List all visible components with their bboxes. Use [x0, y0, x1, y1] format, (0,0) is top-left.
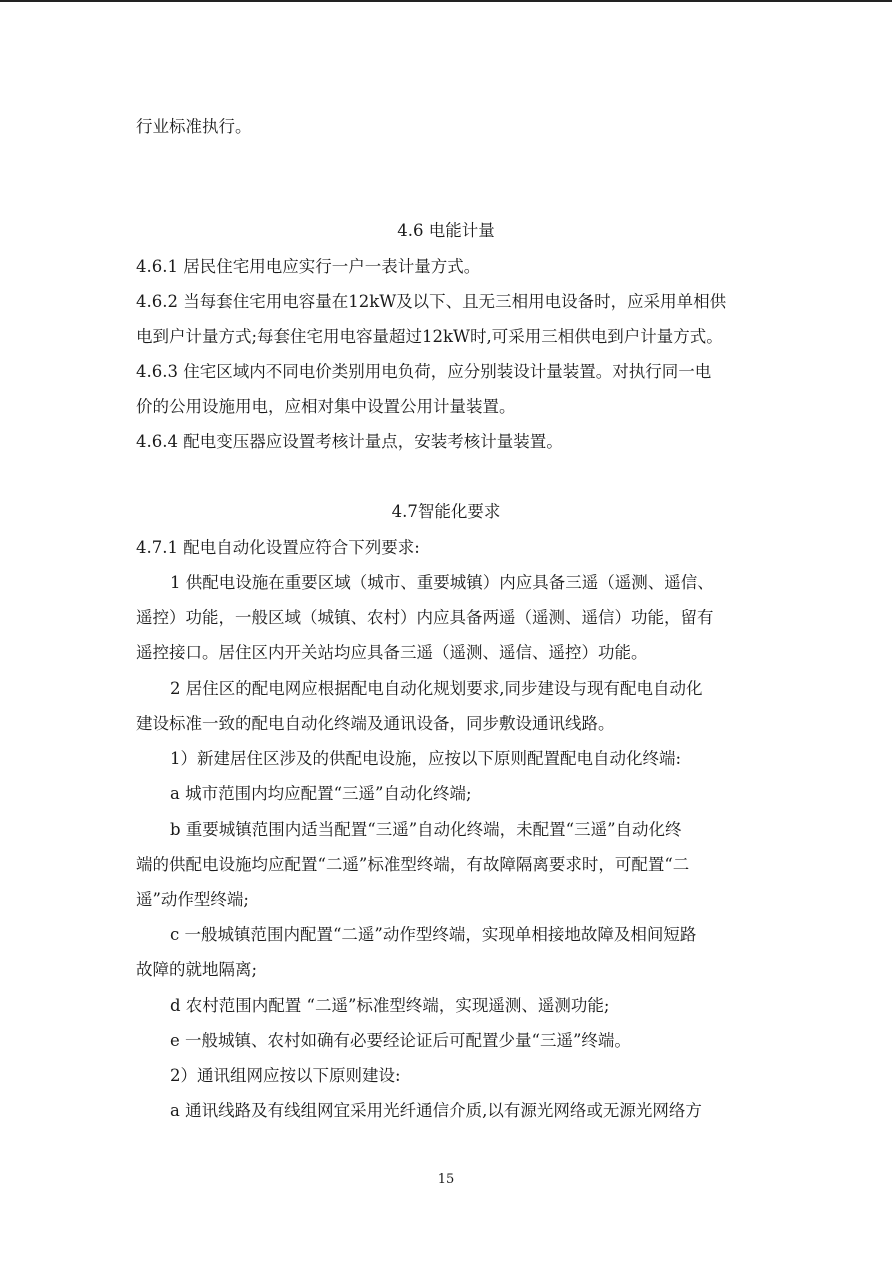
section-heading-4-6: 4.6 电能计量 [397, 221, 495, 240]
clause-4-6-4: 4.6.4 配电变压器应设置考核计量点，安装考核计量装置。 [136, 432, 563, 451]
text-line: 故障的就地隔离; [136, 960, 258, 979]
sub-item-d: d 农村范围内配置 “二遥”标准型终端，实现遥测、遥测功能; [170, 996, 610, 1015]
top-border-line [0, 0, 892, 2]
sub-item-a: a 城市范围内均应配置“三遥”自动化终端; [170, 784, 472, 803]
text-line: 建设标准一致的配电自动化终端及通讯设备，同步敷设通讯线路。 [136, 714, 615, 733]
text-line: 遥”动作型终端; [136, 890, 249, 909]
sub-item-b: b 重要城镇范围内适当配置“三遥”自动化终端，未配置“三遥”自动化终 [170, 820, 682, 839]
page-number: 15 [437, 1172, 455, 1187]
section-heading-4-7: 4.7智能化要求 [391, 502, 501, 521]
clause-4-6-1: 4.6.1 居民住宅用电应实行一户一表计量方式。 [136, 257, 481, 276]
clause-4-6-3: 4.6.3 住宅区域内不同电价类别用电负荷，应分别装设计量装置。对执行同一电 [136, 362, 712, 381]
sub-item-e: e 一般城镇、农村如确有必要经论证后可配置少量“三遥”终端。 [170, 1031, 631, 1050]
text-line: 端的供配电设施均应配置“二遥”标准型终端，有故障隔离要求时，可配置“二 [136, 855, 690, 874]
text-line: 行业标准执行。 [136, 117, 252, 136]
clause-4-7-1: 4.7.1 配电自动化设置应符合下列要求: [136, 538, 420, 557]
sub-item-2: 2）通讯组网应按以下原则建设: [170, 1066, 401, 1085]
text-line: 遥控接口。居住区内开关站均应具备三遥（遥测、遥信、遥控）功能。 [136, 643, 648, 662]
sub-item-c: c 一般城镇范围内配置“二遥”动作型终端，实现单相接地故障及相间短路 [170, 925, 697, 944]
sub-item-1: 1）新建居住区涉及的供配电设施，应按以下原则配置配电自动化终端: [170, 749, 682, 768]
text-line: 遥控）功能，一般区域（城镇、农村）内应具备两遥（遥测、遥信）功能，留有 [136, 608, 714, 627]
clause-4-6-2: 4.6.2 当每套住宅用电容量在12kW及以下、且无三相用电设备时，应采用单相供 [136, 292, 727, 311]
item-2: 2 居住区的配电网应根据配电自动化规划要求,同步建设与现有配电自动化 [170, 679, 703, 698]
item-1: 1 供配电设施在重要区域（城市、重要城镇）内应具备三遥（遥测、遥信、 [170, 573, 714, 592]
text-line: 电到户计量方式;每套住宅用电容量超过12kW时,可采用三相供电到户计量方式。 [136, 327, 723, 346]
text-line: 价的公用设施用电，应相对集中设置公用计量装置。 [136, 397, 516, 416]
sub-item-a-network: a 通讯线路及有线组网宜采用光纤通信介质,以有源光网络或无源光网络方 [170, 1101, 702, 1120]
